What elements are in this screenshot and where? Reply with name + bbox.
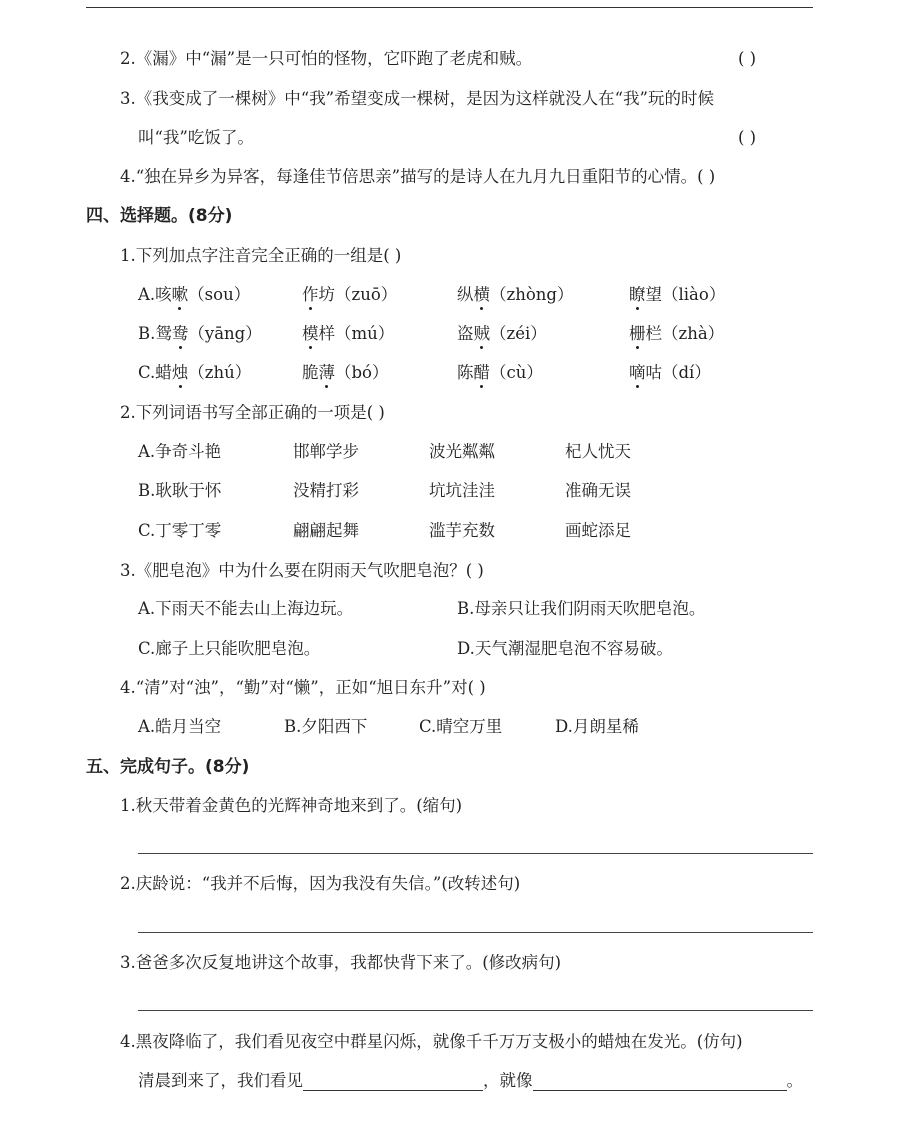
tf-paren-3[interactable]: ( ) [738, 128, 757, 147]
word-option: 翩翩起舞 [293, 521, 359, 540]
word-option: 坑坑洼洼 [429, 481, 495, 500]
pinyin-option: A.咳嗽（sou） [138, 285, 251, 304]
answer-option-d: D.天气潮湿肥皂泡不容易破。 [457, 639, 673, 658]
q5-4-imitation [138, 1071, 803, 1091]
word-option: C.丁零丁零 [138, 521, 222, 540]
pinyin-option: 作坊（zuō） [302, 285, 398, 304]
pinyin-option: 嘀咕（dí） [629, 363, 711, 382]
answer-option-b: B.夕阳西下 [284, 717, 368, 736]
word-option: 准确无误 [565, 481, 631, 500]
word-option: 杞人忧天 [565, 442, 631, 461]
q5-4-mid: ，就像 [483, 1071, 533, 1090]
pinyin-option: 陈醋（cù） [457, 363, 543, 382]
section-4-title: 四、选择题。(8分) [86, 206, 233, 226]
pinyin-option: 瞭望（liào） [629, 285, 726, 304]
word-option: 没精打彩 [293, 481, 359, 500]
q5-4-end: 。 [786, 1071, 803, 1090]
tf-item-4: 4.“独在异乡为异客，每逢佳节倍思亲”描写的是诗人在九月九日重阳节的心情。( ) [120, 167, 716, 186]
answer-option-a: A.下雨天不能去山上海边玩。 [138, 599, 354, 618]
answer-option-d: D.月朗星稀 [555, 717, 639, 736]
q5-4: 4.黑夜降临了，我们看见夜空中群星闪烁，就像千千万万支极小的蜡烛在发光。(仿句) [120, 1032, 743, 1051]
q5-3: 3.爸爸多次反复地讲这个故事，我都快背下来了。(修改病句) [120, 953, 562, 972]
pinyin-option: 纵横（zhòng） [457, 285, 574, 304]
tf-paren-2[interactable]: ( ) [738, 49, 757, 68]
word-option: 波光粼粼 [429, 442, 495, 461]
answer-line[interactable] [138, 932, 813, 933]
answer-option-b: B.母亲只让我们阴雨天吹肥皂泡。 [457, 599, 706, 618]
fill-blank-2[interactable] [533, 1072, 787, 1091]
pinyin-option: 模样（mú） [302, 324, 395, 343]
q4-4-stem: 4.“清”对“浊”，“勤”对“懒”，正如“旭日东升”对( ) [120, 678, 486, 697]
top-rule [86, 7, 813, 8]
section-5-title: 五、完成句子。(8分) [86, 757, 250, 777]
q5-2: 2.庆龄说：“我并不后悔，因为我没有失信。”(改转述句) [120, 874, 521, 893]
tf-item-3: 3.《我变成了一棵树》中“我”希望变成一棵树，是因为这样就没人在“我”玩的时候 [120, 89, 714, 108]
answer-option-a: A.皓月当空 [138, 717, 222, 736]
word-option: 邯郸学步 [293, 442, 359, 461]
tf-item-3-cont: 叫“我”吃饭了。 [138, 128, 254, 147]
answer-option-c: C.廊子上只能吹肥皂泡。 [138, 639, 321, 658]
word-option: 画蛇添足 [565, 521, 631, 540]
q4-1-stem: 1.下列加点字注音完全正确的一组是( ) [120, 246, 402, 265]
answer-option-c: C.晴空万里 [419, 717, 503, 736]
word-option: 滥芋充数 [429, 521, 495, 540]
pinyin-option: 盗贼（zéi） [457, 324, 547, 343]
answer-line[interactable] [138, 853, 813, 854]
fill-blank-1[interactable] [303, 1072, 483, 1091]
q5-4-prefix: 清晨到来了，我们看见 [138, 1071, 303, 1090]
q4-2-stem: 2.下列词语书写全部正确的一项是( ) [120, 403, 385, 422]
word-option: A.争奇斗艳 [138, 442, 222, 461]
q4-3-stem: 3.《肥皂泡》中为什么要在阴雨天气吹肥皂泡？( ) [120, 561, 484, 580]
pinyin-option: 栅栏（zhà） [629, 324, 725, 343]
tf-item-2: 2.《漏》中“漏”是一只可怕的怪物，它吓跑了老虎和贼。 [120, 49, 533, 68]
answer-line[interactable] [138, 1010, 813, 1011]
pinyin-option: 脆薄（bó） [302, 363, 389, 382]
word-option: B.耿耿于怀 [138, 481, 222, 500]
q5-1: 1.秋天带着金黄色的光辉神奇地来到了。(缩句) [120, 796, 463, 815]
pinyin-option: C.蜡烛（zhú） [138, 363, 252, 382]
pinyin-option: B.鸳鸯（yāng） [138, 324, 262, 343]
